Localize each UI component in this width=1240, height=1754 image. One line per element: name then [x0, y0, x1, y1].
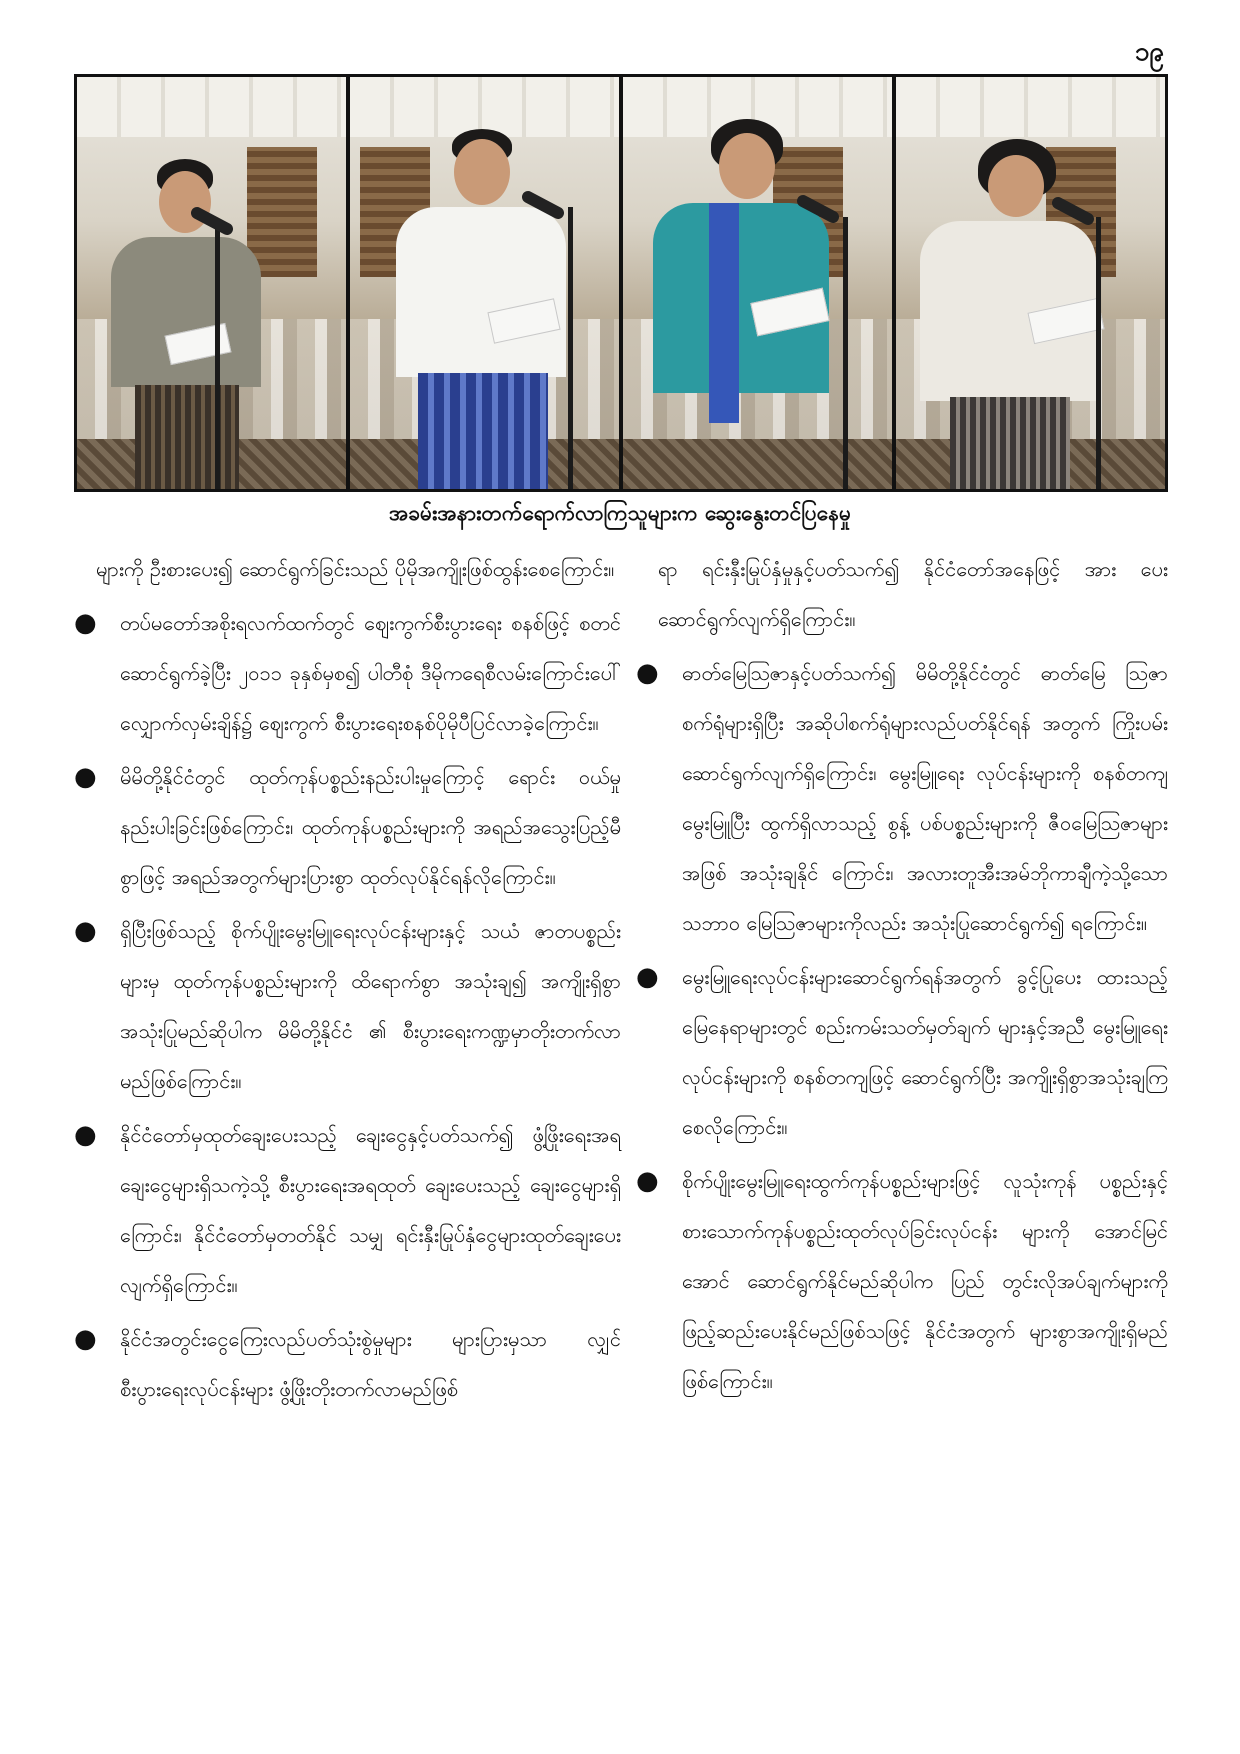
list-item-text: စိုက်ပျိုးမွေးမြူရေးထွက်ကုန်ပစ္စည်းများဖြင့် လူသုံးကုန် ပစ္စည်းနှင့် စားသောက်ကုန်ပစ္စည်းထုတ်လုပ်ခြင်းလုပ်ငန်း များကို အောင်မြင်အောင် ဆောင်ရွက်နိုင်မည်ဆိုပါက ပြည် တွင်းလိုအပ်ချက်များကို ဖြည့်ဆည်းပေးနိုင်မည်ဖြစ်သဖြင့် နိုင်ငံအတွက် များစွာအကျိုးရှိမည်ဖြစ်ကြောင်း။ [682, 1169, 1168, 1393]
list-item [74, 906, 621, 1106]
bullet-icon: ● [636, 658, 659, 688]
speaker-photo-4 [896, 77, 1165, 489]
page-number: ၁၉ [1134, 37, 1164, 67]
list-item-text: မိမိတို့နိုင်ငံတွင် ထုတ်ကုန်ပစ္စည်းနည်းပါးမှုကြောင့် ရောင်း ဝယ်မှုနည်းပါးခြင်းဖြစ်ကြောင်း၊ ထုတ်ကုန်ပစ္စည်းများကို အရည်အသွေးပြည့်မီစွာဖြင့် အရည်အတွက်များပြားစွာ ထုတ်လုပ်နိုင်ရန်လိုကြောင်း။ [120, 765, 621, 889]
list-item-text: မွေးမြူရေးလုပ်ငန်းများဆောင်ရွက်ရန်အတွက် ခွင့်ပြုပေး ထားသည့် မြေနေရာများတွင် စည်းကမ်းသတ်မှတ်ချက် များနှင့်အညီ မွေးမြူရေးလုပ်ငန်းများကို စနစ်တကျဖြင့် ဆောင်ရွက်ပြီး အကျိုးရှိစွာအသုံးချကြစေလိုကြောင်း။ [682, 965, 1168, 1139]
bullet-icon: ● [74, 1324, 97, 1354]
left-lead-paragraph: များကို ဦးစားပေး၍ ဆောင်ရွက်ခြင်းသည် ပိုမိုအကျိုးဖြစ်ထွန်းစေကြောင်း။ [96, 557, 615, 581]
bullet-icon: ● [74, 608, 97, 638]
list-item-text: တပ်မတော်အစိုးရလက်ထက်တွင် ဈေးကွက်စီးပွားရေး စနစ်ဖြင့် စတင်ဆောင်ရွက်ခဲ့ပြီး ၂၀၁၁ ခုနှစ်မှစ၍ ပါတီစုံ ဒီမိုကရေစီလမ်းကြောင်းပေါ် လျှောက်လှမ်းချိန်၌ ဈေးကွက် စီးပွားရေးစနစ်ပိုမိုပီပြင်လာခဲ့ကြောင်း။ [120, 611, 621, 735]
list-item [636, 648, 1168, 948]
list-item [74, 598, 621, 748]
speaker-photo-3 [623, 77, 892, 489]
list-item [74, 752, 621, 902]
list-item [636, 952, 1168, 1152]
bullet-icon: ● [74, 1120, 97, 1150]
bullet-icon: ● [74, 762, 97, 792]
list-item-text: ရှိပြီးဖြစ်သည့် စိုက်ပျိုးမွေးမြူရေးလုပ်ငန်းများနှင့် သယံ ဇာတပစ္စည်းများမှ ထုတ်ကုန်ပစ္စည်းများကို ထိရောက်စွာ အသုံးချ၍ အကျိုးရှိစွာ အသုံးပြုမည်ဆိုပါက မိမိတို့နိုင်ငံ ၏ စီးပွားရေးကဏ္ဍမှာတိုးတက်လာမည်ဖြစ်ကြောင်း။ [120, 919, 621, 1093]
bullet-icon: ● [636, 962, 659, 992]
list-item [636, 1156, 1168, 1406]
speaker-photo-1 [77, 77, 346, 489]
list-item-text: နိုင်ငံအတွင်းငွေကြေးလည်ပတ်သုံးစွဲမှုများ များပြားမှသာ လျှင် စီးပွားရေးလုပ်ငန်းများ ဖွံ့ဖြိုးတိုးတက်လာမည်ဖြစ် [120, 1327, 621, 1401]
list-item [74, 1110, 621, 1310]
right-lead-paragraph: ရာ ရင်းနှီးမြုပ်နှံမှုနှင့်ပတ်သက်၍ နိုင်ငံတော်အနေဖြင့် အား ပေးဆောင်ရွက်လျက်ရှိကြောင်း။ [658, 557, 1168, 631]
photo-strip [74, 74, 1168, 492]
list-item [74, 1314, 621, 1414]
speaker-photo-2 [350, 77, 619, 489]
left-column [74, 544, 621, 1414]
bullet-icon: ● [636, 1166, 659, 1196]
list-item-text: ဓာတ်မြေဩဇာနှင့်ပတ်သက်၍ မိမိတို့နိုင်ငံတွင် ဓာတ်မြေ ဩဇာစက်ရုံများရှိပြီး အဆိုပါစက်ရုံများလည်ပတ်နိုင်ရန် အတွက် ကြိုးပမ်းဆောင်ရွက်လျက်ရှိကြောင်း၊ မွေးမြူရေး လုပ်ငန်းများကို စနစ်တကျမွေးမြူပြီး ထွက်ရှိလာသည့် စွန့် ပစ်ပစ္စည်းများကို ဇီဝမြေဩဇာများအဖြစ် အသုံးချနိုင် ကြောင်း၊ အလားတူအီးအမ်ဘိုကာချီကဲ့သို့သော သဘာဝ မြေဩဇာများကိုလည်း အသုံးပြုဆောင်ရွက်၍ ရကြောင်း။ [682, 661, 1168, 935]
bullet-icon: ● [74, 916, 97, 946]
list-item-text: နိုင်ငံတော်မှထုတ်ချေးပေးသည့် ချေးငွေနှင့်ပတ်သက်၍ ဖွံ့ဖြိုးရေးအရ ချေးငွေများရှိသကဲ့သို့ စီးပွားရေးအရထုတ် ချေးပေးသည့် ချေးငွေများရှိကြောင်း၊ နိုင်ငံတော်မှတတ်နိုင် သမျှ ရင်းနှီးမြုပ်နှံငွေများထုတ်ချေးပေးလျက်ရှိကြောင်း။ [120, 1123, 621, 1297]
photo-caption: အခမ်းအနားတက်ရောက်လာကြသူများက ဆွေးနွေးတင်ပြနေမှု [388, 501, 852, 525]
right-column [636, 544, 1168, 1406]
